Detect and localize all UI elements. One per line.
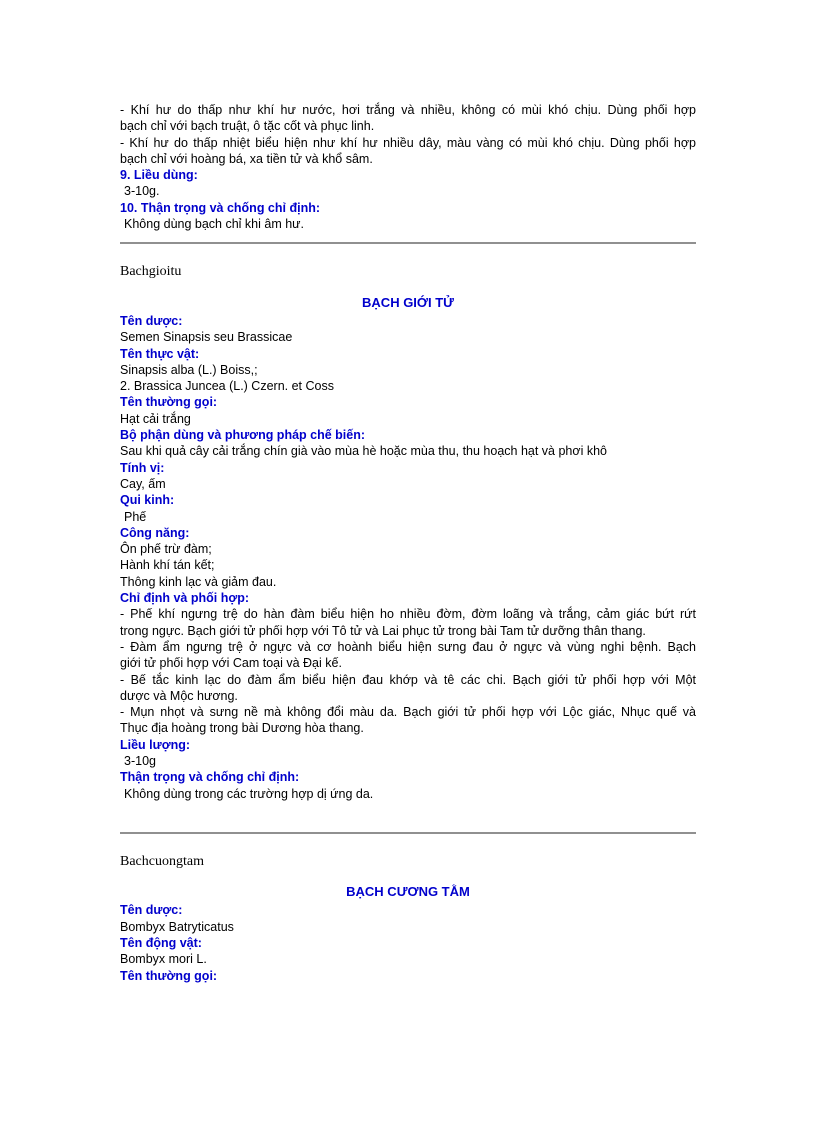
dose-heading: 9. Liều dùng: [120, 168, 198, 183]
entry-title: BẠCH CƯƠNG TẰM [346, 884, 470, 900]
chi-dinh-line: giới tử phối hợp với Cam toại và Đại kế. [120, 656, 342, 671]
caution-heading: 10. Thận trọng và chống chỉ định: [120, 200, 321, 215]
bo-phan-value: Sau khi quả cây cải trắng chín già vào mùa hè hoặc mùa thu, thu hoạch hạt và phơi khô [120, 444, 607, 459]
chi-dinh-heading: Chỉ định và phối hợp: [120, 591, 250, 606]
chi-dinh-line: Thục địa hoàng trong bài Dương hòa thang. [120, 721, 364, 736]
chi-dinh-line: - Phế khí ngưng trệ do hàn đàm biểu hiện ho nhiều đờm, đờm loãng và trắng, cảm giác bứt rứt [120, 607, 696, 622]
paragraph-line: bạch chỉ với hoàng bá, xa tiền tử và khổ sâm. [120, 151, 373, 166]
chi-dinh-line: dược và Mộc hương. [120, 688, 238, 703]
cong-nang-item: Ôn phế trừ đàm; [120, 542, 212, 557]
ten-duoc-value: Bombyx Batryticatus [120, 919, 234, 934]
tinh-vi-heading: Tính vị: [120, 460, 165, 475]
tinh-vi-value: Cay, ấm [120, 476, 166, 491]
ten-thuong-goi-heading: Tên thường gọi: [120, 395, 218, 410]
ten-duoc-heading: Tên dược: [120, 313, 183, 328]
ten-thuc-vat-heading: Tên thực vật: [120, 346, 200, 361]
ten-dong-vat-heading: Tên động vật: [120, 936, 202, 951]
lieu-luong-heading: Liều lượng: [120, 737, 191, 752]
ten-duoc-heading: Tên dược: [120, 903, 183, 918]
ten-thuong-goi-heading: Tên thường gọi: [120, 968, 218, 983]
ten-dong-vat-value: Bombyx mori L. [120, 952, 207, 967]
paragraph-line: - Khí hư do thấp như khí hư nước, hơi trắng và nhiều, không có mùi khó chịu. Dùng phối hợp [120, 103, 696, 117]
dose-value: 3-10g. [124, 184, 160, 199]
ten-thuong-goi-value: Hạt cải trắng [120, 411, 191, 426]
entry-title: BẠCH GIỚI TỬ [362, 294, 454, 310]
chi-dinh-line: - Mụn nhọt và sưng nề mà không đổi màu da. Bạch giới tử phối hợp với Lộc giác, Nhục quế và [120, 705, 696, 720]
qui-kinh-heading: Qui kinh: [120, 493, 175, 508]
chi-dinh-line: trong ngực. Bạch giới tử phối hợp với Tô tử và Lai phục tử trong bài Tam tử dưỡng thân thang. [120, 623, 646, 638]
ten-thuc-vat-value: Sinapsis alba (L.) Boiss,; [120, 362, 258, 377]
cong-nang-item: Hành khí tán kết; [120, 558, 215, 573]
cong-nang-item: Thông kinh lạc và giảm đau. [120, 574, 277, 589]
entry-code: Bachgioitu [120, 264, 182, 280]
lieu-luong-value: 3-10g [124, 753, 156, 768]
than-trong-value: Không dùng trong các trường hợp dị ứng da. [124, 786, 374, 801]
cong-nang-heading: Công năng: [120, 525, 190, 540]
chi-dinh-line: - Đàm ẩm ngưng trệ ở ngực và cơ hoành biểu hiện sưng đau ở ngực và vùng nghi bệnh. Bạch [120, 639, 696, 654]
qui-kinh-value: Phế [124, 509, 147, 524]
paragraph-line: - Khí hư do thấp nhiệt biểu hiện như khí hư nhiều dây, màu vàng có mùi khó chịu. Dùng phối hợp [120, 135, 696, 150]
caution-value: Không dùng bạch chỉ khi âm hư. [124, 217, 305, 232]
entry-code: Bachcuongtam [120, 853, 204, 869]
bo-phan-heading: Bộ phận dùng và phương pháp chế biến: [120, 428, 366, 443]
ten-thuc-vat-value: 2. Brassica Juncea (L.) Czern. et Coss [120, 379, 334, 394]
paragraph-line: bạch chỉ với bạch truật, ô tặc cốt và phục linh. [120, 119, 375, 134]
chi-dinh-line: - Bế tắc kinh lạc do đàm ẩm biểu hiện đau khớp và tê các chi. Bạch giới tử phối hợp với Một [120, 672, 696, 687]
document-page [120, 102, 696, 984]
than-trong-heading: Thận trọng và chống chỉ định: [120, 770, 300, 785]
ten-duoc-value: Semen Sinapsis seu Brassicae [120, 330, 293, 345]
